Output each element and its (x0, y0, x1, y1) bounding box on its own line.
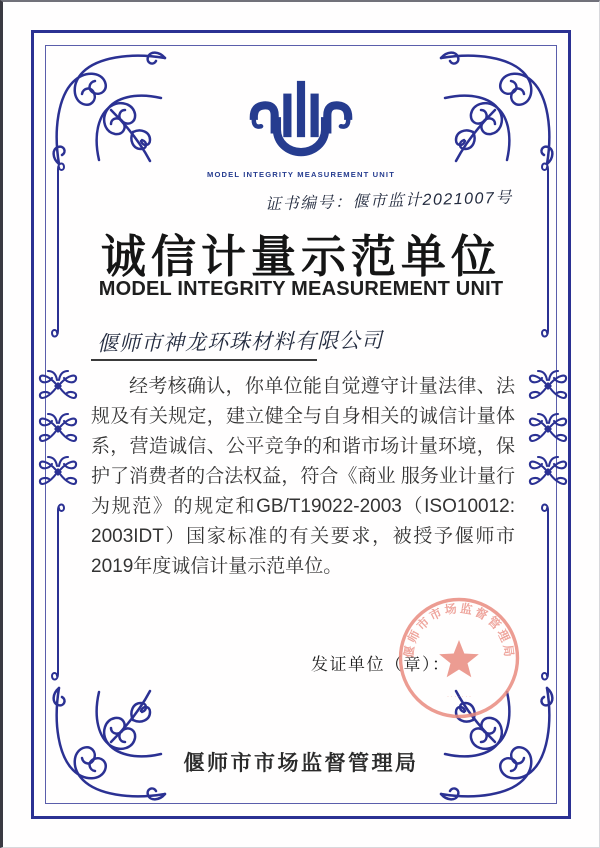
issuing-organization-name: 偃师市市场监督管理局 (183, 752, 419, 775)
spiral-curl-ornament (541, 655, 555, 685)
spiral-curl-ornament (51, 499, 65, 529)
recipient-company-name: 偃师市神龙环珠材料有限公司 (96, 329, 384, 356)
official-red-seal (395, 594, 523, 722)
butterfly-ornament (526, 365, 570, 405)
butterfly-ornament (526, 408, 570, 448)
butterfly-ornament (36, 451, 80, 491)
side-rule-segment (547, 527, 549, 657)
seal-star-icon (439, 640, 479, 677)
certificate-title-zh: 诚信计量示范单位 (100, 232, 501, 282)
corner-flourish-bottom-left (49, 686, 167, 804)
mium-logo-icon (242, 76, 360, 162)
certificate-number-value: 偃市监计2021007号 (352, 189, 514, 212)
certificate-body-paragraph: 经考核确认，你单位能自觉遵守计量法律、法规及有关规定，建立健全与自身相关的诚信计量体系，营造诚信、公平竞争的和谐市场计量环境，保护了消费者的合法权益，符合《商业 服务业计量行为规范》的规定和GB/T19022-2003（ISO10012: 2003IDT）国家标准的有关要求，被授予偃师市2019年度诚信计量示范单位。 (91, 376, 515, 577)
certificate-title-en: MODEL INTEGRITY MEASUREMENT UNIT (98, 278, 504, 300)
butterfly-ornament (36, 408, 80, 448)
recipient-underline (91, 359, 317, 361)
certificate-number-label: 证书编号： (265, 194, 354, 214)
butterfly-ornament (526, 451, 570, 491)
spiral-curl-ornament (541, 499, 555, 529)
issuer-label: 发证单位（章）： (311, 655, 451, 674)
logo-block (3, 76, 599, 179)
butterfly-ornament (36, 365, 80, 405)
logo-caption: MODEL INTEGRITY MEASUREMENT UNIT (207, 170, 395, 179)
seal-bottom-marks: · · · · · · · (447, 694, 471, 700)
spiral-curl-ornament (51, 312, 65, 342)
side-rule-segment (57, 527, 59, 657)
seal-ring-text: 偃师市市场监督管理局 (401, 601, 517, 661)
spiral-curl-ornament (51, 655, 65, 685)
certificate-number-line (265, 185, 513, 215)
spiral-curl-ornament (541, 312, 555, 342)
